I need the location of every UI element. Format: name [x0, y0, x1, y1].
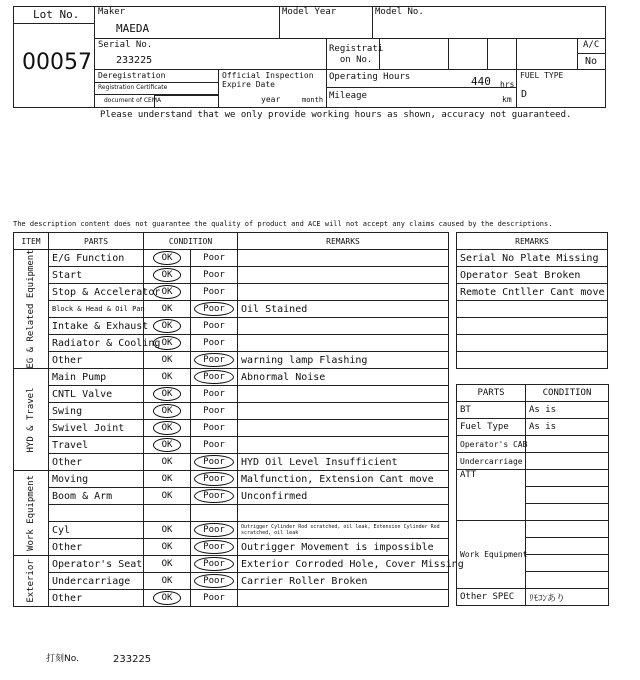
part-condition — [526, 436, 609, 453]
condition-poor: Poor — [203, 406, 225, 416]
year-label: year — [261, 95, 281, 104]
condition-ok: OK — [153, 285, 182, 299]
part-name: Boom & Arm — [49, 488, 144, 505]
lot-number: 00057 — [22, 50, 92, 75]
condition-ok-cell — [144, 369, 191, 386]
regcert-label: Registration Certificate — [98, 84, 168, 91]
part-name: Main Pump — [49, 369, 144, 386]
maker-value: MAEDA — [116, 22, 150, 35]
group-label: Exterior — [26, 559, 36, 603]
table-row — [14, 471, 449, 488]
condition-ok-cell — [144, 250, 191, 267]
list-item — [457, 301, 608, 318]
part-name: Other — [49, 454, 144, 471]
reg-box-1 — [379, 38, 449, 70]
part-name: BT — [457, 402, 526, 419]
condition-ok-cell — [144, 505, 191, 522]
table-row — [14, 556, 449, 573]
att-value — [526, 487, 609, 504]
condition-poor: Poor — [203, 389, 225, 399]
condition-poor: Poor — [203, 440, 225, 450]
condition-ok: OK — [161, 525, 173, 535]
group-label: HYD & Travel — [26, 386, 36, 453]
col-header-item: ITEM — [14, 233, 49, 250]
condition-poor: Poor — [203, 321, 225, 331]
condition-ok-cell — [144, 386, 191, 403]
part-condition — [526, 453, 609, 470]
condition-poor: Poor — [194, 574, 234, 588]
condition-ok: OK — [161, 576, 173, 586]
condition-poor-cell — [191, 590, 238, 607]
condition-poor: Poor — [194, 540, 234, 554]
condition-poor-cell — [191, 471, 238, 488]
condition-poor: Poor — [194, 455, 234, 469]
condition-ok-cell — [144, 454, 191, 471]
condition-ok: OK — [153, 387, 182, 401]
part-name: Start — [49, 267, 144, 284]
parts-header: PARTS — [457, 385, 526, 402]
table-row — [14, 539, 449, 556]
condition-ok-cell — [144, 471, 191, 488]
group-label-cell — [14, 250, 49, 369]
condition-poor-cell — [191, 505, 238, 522]
condition-poor-cell — [191, 556, 238, 573]
condition-poor: Poor — [194, 302, 234, 316]
condition-poor: Poor — [194, 353, 234, 367]
condition-ok: OK — [161, 372, 173, 382]
list-item — [457, 267, 608, 284]
part-condition: As is — [526, 419, 609, 436]
table-row — [14, 318, 449, 335]
table-row — [14, 437, 449, 454]
remark: Malfunction, Extension Cant move — [238, 471, 449, 488]
condition-ok-cell — [144, 437, 191, 454]
condition-poor: Poor — [194, 523, 234, 537]
part-name: CNTL Valve — [49, 386, 144, 403]
condition-poor-cell — [191, 301, 238, 318]
condition-ok-cell — [144, 556, 191, 573]
condition-poor-cell — [191, 318, 238, 335]
remark: Outrigger Cylinder Rod scratched, oil leak, Extension Cylinder Rod scratched, oil leak — [238, 522, 449, 539]
table-row — [457, 589, 609, 606]
list-item — [457, 352, 608, 369]
remark — [238, 284, 449, 301]
condition-ok: OK — [153, 438, 182, 452]
serial-value: 233225 — [116, 55, 153, 66]
remark: Unconfirmed — [238, 488, 449, 505]
table-row — [14, 488, 449, 505]
work-value — [526, 538, 609, 555]
part-name — [49, 505, 144, 522]
remark-item — [457, 352, 608, 369]
condition-ok: OK — [153, 421, 182, 435]
condition-poor-cell — [191, 250, 238, 267]
remark — [238, 420, 449, 437]
remark — [238, 403, 449, 420]
group-label: EG & Related Equipment — [26, 249, 36, 369]
work-value — [526, 572, 609, 589]
condition-poor: Poor — [203, 287, 225, 297]
remark: Carrier Roller Broken — [238, 573, 449, 590]
part-condition: As is — [526, 402, 609, 419]
condition-ok: OK — [153, 404, 182, 418]
att-value — [526, 470, 609, 487]
condition-poor-cell — [191, 522, 238, 539]
part-name: Operator's CAB — [457, 436, 526, 453]
condition-poor: Poor — [203, 593, 225, 603]
condition-poor-cell — [191, 403, 238, 420]
fuel-label: FUEL TYPE — [520, 71, 564, 80]
condition-ok: OK — [161, 474, 173, 484]
table-row — [14, 250, 449, 267]
remark-item — [457, 335, 608, 352]
inspection-label: Official Inspection Expire Date — [222, 71, 314, 89]
part-name: Undercarriage — [49, 573, 144, 590]
dereg-label: Deregistration — [98, 71, 166, 80]
condition-ok: OK — [153, 251, 182, 265]
condition-ok-cell — [144, 488, 191, 505]
condition-poor: Poor — [194, 370, 234, 384]
condition-ok: OK — [153, 591, 182, 605]
remark: Exterior Corroded Hole, Cover Missing — [238, 556, 449, 573]
remark-item — [457, 301, 608, 318]
parts-box — [456, 384, 609, 606]
remark: Oil Stained — [238, 301, 449, 318]
work-value — [526, 521, 609, 538]
condition-poor-cell — [191, 369, 238, 386]
remark — [238, 335, 449, 352]
condition-poor-cell — [191, 573, 238, 590]
condition-ok-cell — [144, 539, 191, 556]
remark: warning lamp Flashing — [238, 352, 449, 369]
hours-value: 440 — [471, 75, 491, 88]
work-equipment-label: Work Equipment — [457, 521, 526, 589]
hours-label: Operating Hours — [329, 72, 411, 82]
part-name: Other — [49, 352, 144, 369]
table-row — [14, 420, 449, 437]
table-row — [14, 335, 449, 352]
part-name: Radiator & Cooling — [49, 335, 144, 352]
registration-label: Registrati on No. — [329, 44, 384, 65]
group-label-cell — [14, 471, 49, 556]
lot-label: Lot No. — [33, 8, 80, 21]
remark — [238, 505, 449, 522]
fuel-value: D — [521, 89, 528, 100]
part-name: Stop & Accelerator — [49, 284, 144, 301]
remarks-header: REMARKS — [457, 233, 608, 250]
table-row — [14, 369, 449, 386]
cema-label: document of CEMA — [104, 97, 162, 104]
group-label-cell — [14, 369, 49, 471]
part-name: Cyl — [49, 522, 144, 539]
condition-ok-cell — [144, 573, 191, 590]
table-row — [14, 386, 449, 403]
remark — [238, 590, 449, 607]
table-row — [457, 453, 609, 470]
part-name: Swivel Joint — [49, 420, 144, 437]
mileage-unit: km — [502, 95, 512, 104]
condition-ok: OK — [161, 457, 173, 467]
part-name: Undercarriage — [457, 453, 526, 470]
table-row — [14, 352, 449, 369]
table-row — [14, 522, 449, 539]
table-row — [457, 521, 609, 538]
condition-table — [13, 232, 464, 607]
remark: HYD Oil Level Insufficient — [238, 454, 449, 471]
condition-poor-cell — [191, 267, 238, 284]
list-item — [457, 335, 608, 352]
stamp-value: 233225 — [113, 654, 152, 665]
table-row — [14, 573, 449, 590]
condition-ok: OK — [161, 304, 173, 314]
condition-poor-cell — [191, 352, 238, 369]
cema-box — [154, 95, 219, 108]
condition-ok: OK — [161, 491, 173, 501]
table-row — [14, 454, 449, 471]
table-row — [457, 470, 609, 487]
part-name: Intake & Exhaust — [49, 318, 144, 335]
col-header-remarks: REMARKS — [238, 233, 449, 250]
hours-unit: hrs — [500, 80, 515, 89]
condition-poor-cell — [191, 488, 238, 505]
remarks-box — [456, 232, 608, 369]
condition-poor: Poor — [203, 270, 225, 280]
remark-item — [457, 318, 608, 335]
remark — [238, 250, 449, 267]
part-name: Swing — [49, 403, 144, 420]
maker-label: Maker — [98, 7, 126, 17]
att-label: ATT — [457, 470, 526, 521]
ac-label: A/C — [583, 40, 600, 50]
remark — [238, 267, 449, 284]
part-name: Other — [49, 590, 144, 607]
table-row — [14, 267, 449, 284]
condition-ok: OK — [161, 542, 173, 552]
condition-poor-cell — [191, 284, 238, 301]
condition-poor-cell — [191, 420, 238, 437]
remark — [238, 437, 449, 454]
reg-box-2 — [448, 38, 488, 70]
remark-item: Operator Seat Broken — [457, 267, 608, 284]
condition-poor: Poor — [194, 489, 234, 503]
parts-condition-header: CONDITION — [526, 385, 609, 402]
reg-box-3 — [487, 38, 517, 70]
condition-ok: OK — [161, 559, 173, 569]
condition-poor-cell — [191, 437, 238, 454]
condition-ok: OK — [153, 336, 182, 350]
part-name: Other — [49, 539, 144, 556]
list-item — [457, 250, 608, 267]
reg-box-4 — [516, 38, 578, 70]
condition-poor: Poor — [203, 253, 225, 263]
condition-poor-cell — [191, 539, 238, 556]
condition-poor: Poor — [194, 472, 234, 486]
model-no-label: Model No. — [375, 7, 424, 17]
spec-label: Other SPEC — [457, 589, 526, 606]
col-header-condition: CONDITION — [144, 233, 238, 250]
condition-ok: OK — [153, 319, 182, 333]
stamp-label: 打刻No. — [46, 654, 79, 664]
part-name: Operator's Seat — [49, 556, 144, 573]
part-name: E/G Function — [49, 250, 144, 267]
table-row — [457, 419, 609, 436]
month-label: month — [302, 96, 324, 104]
list-item — [457, 284, 608, 301]
spec-value: ﾘﾓｺﾝあり — [526, 589, 609, 606]
col-header-parts: PARTS — [49, 233, 144, 250]
remark — [238, 318, 449, 335]
remark: Abnormal Noise — [238, 369, 449, 386]
condition-ok-cell — [144, 352, 191, 369]
condition-ok: OK — [153, 268, 182, 282]
table-row — [457, 436, 609, 453]
condition-ok-cell — [144, 267, 191, 284]
remark — [238, 386, 449, 403]
condition-poor-cell — [191, 454, 238, 471]
condition-poor-cell — [191, 386, 238, 403]
att-value — [526, 504, 609, 521]
remark: Outrigger Movement is impossible — [238, 539, 449, 556]
table-row — [14, 505, 449, 522]
condition-ok: OK — [161, 355, 173, 365]
table-row — [457, 402, 609, 419]
condition-ok-cell — [144, 522, 191, 539]
condition-ok-cell — [144, 403, 191, 420]
part-name: Travel — [49, 437, 144, 454]
group-label: Work Equipment — [26, 475, 36, 551]
table-row — [14, 284, 449, 301]
condition-ok-cell — [144, 301, 191, 318]
condition-ok-cell — [144, 590, 191, 607]
part-name: Fuel Type — [457, 419, 526, 436]
group-label-cell — [14, 556, 49, 607]
model-year-label: Model Year — [282, 7, 337, 17]
mileage-label: Mileage — [329, 91, 367, 101]
condition-poor-cell — [191, 335, 238, 352]
condition-poor: Poor — [203, 423, 225, 433]
condition-poor: Poor — [194, 557, 234, 571]
condition-poor: Poor — [203, 338, 225, 348]
table-row — [14, 301, 449, 318]
serial-label: Serial No. — [98, 40, 153, 50]
remark-item: Serial No Plate Missing — [457, 250, 608, 267]
hours-note: Please understand that we only provide working hours as shown, accuracy not guaranteed. — [100, 110, 572, 120]
table-row — [14, 403, 449, 420]
disclaimer: The description content does not guarantee the quality of product and ACE will not accept any claims caused by the descriptions. — [13, 220, 553, 228]
work-value — [526, 555, 609, 572]
list-item — [457, 318, 608, 335]
condition-ok-cell — [144, 420, 191, 437]
part-name: Moving — [49, 471, 144, 488]
remark-item: Remote Cntller Cant move — [457, 284, 608, 301]
part-name: Block & Head & Oil Pan — [49, 301, 144, 318]
table-row — [14, 590, 449, 607]
ac-value: No — [585, 56, 598, 67]
condition-ok-cell — [144, 318, 191, 335]
